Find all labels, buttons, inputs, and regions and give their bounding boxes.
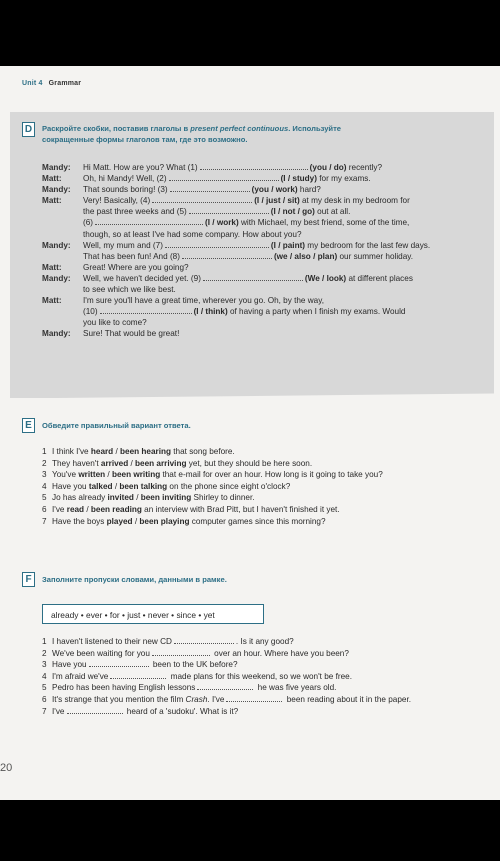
answer-blank[interactable]: [95, 217, 203, 225]
exercise-e-item: [42, 516, 482, 528]
speaker-name: [42, 229, 83, 240]
line-text: (6): [83, 218, 94, 228]
item-text: [52, 458, 312, 470]
option-two[interactable]: been arriving: [135, 458, 187, 468]
item-text-mid: . I've: [207, 694, 225, 704]
item-text-start: I haven't listened to their new CD: [52, 637, 172, 646]
exercise-e-item: [42, 481, 482, 493]
item-text: [52, 682, 336, 694]
item-text: [52, 446, 235, 458]
slash: /: [128, 458, 136, 468]
slash: /: [84, 504, 91, 514]
item-text-end: heard of a 'sudoku'. What is it?: [124, 706, 239, 716]
speaker-name: Matt:: [42, 174, 62, 184]
line-text: That sounds boring! (3): [83, 185, 168, 195]
dialogue-text: [83, 295, 472, 306]
slash: /: [133, 493, 141, 503]
dialogue-text: [83, 306, 472, 317]
option-two[interactable]: been writing: [111, 470, 161, 480]
item-number: 2: [42, 648, 47, 658]
answer-blank[interactable]: [182, 251, 272, 259]
film-title: Crash: [185, 694, 208, 704]
option-one[interactable]: heard: [90, 447, 114, 456]
line-text: Very! Basically, (4): [83, 196, 151, 206]
exercise-f-item: [42, 671, 482, 683]
answer-blank[interactable]: [169, 173, 279, 181]
verb-cue: (I / just / sit): [254, 196, 300, 206]
item-text-end: Shirley to dinner.: [191, 493, 255, 503]
line-text-end: at my desk in my bedroom for: [299, 196, 410, 206]
verb-cue: (I / study): [280, 174, 317, 184]
speaker-name: Mandy:: [42, 185, 71, 195]
line-text-end: my bedroom for the last few days.: [305, 240, 431, 250]
dialogue-line: [42, 206, 472, 217]
item-text-end: on the phone since eight o'clock?: [167, 481, 291, 491]
verb-cue: (I / paint): [270, 240, 306, 250]
exercise-d-letter: D: [22, 122, 35, 137]
speaker-name: [42, 251, 83, 262]
option-two[interactable]: been inviting: [140, 493, 192, 503]
item-text: [52, 469, 383, 481]
exercise-f-instruction: Заполните пропуски словами, данными в рамке.: [42, 575, 227, 584]
verb-cue: (I / not / go): [270, 207, 315, 217]
item-text-start: I've: [52, 706, 65, 716]
dialogue-line: [42, 195, 472, 206]
dialogue-line: [42, 284, 472, 295]
option-one[interactable]: arrived: [100, 458, 129, 468]
slash: /: [132, 516, 140, 526]
item-text-end: that e-mail for over an hour. How long is it going to take you?: [160, 470, 383, 480]
speaker-name: Matt:: [42, 196, 62, 206]
dialogue-text: [83, 206, 472, 217]
option-two[interactable]: been reading: [90, 504, 142, 514]
dialogue-text: [83, 251, 472, 262]
item-number: 3: [42, 660, 47, 670]
dialogue-text: [83, 262, 472, 273]
option-one[interactable]: played: [106, 516, 133, 526]
dialogue-text: [83, 162, 472, 173]
line-text: That has been fun! And (8): [83, 251, 180, 261]
line-text: I'm sure you'll have a great time, wherever you go. Oh, by the way,: [83, 296, 324, 306]
exercise-f-item: [42, 706, 482, 718]
option-one[interactable]: read: [66, 504, 85, 514]
speaker-name: Mandy:: [42, 329, 71, 339]
item-text-start: You've: [52, 470, 79, 480]
exercise-e-item: [42, 469, 482, 481]
speaker-name: [42, 206, 83, 217]
line-text-end: at different places: [346, 273, 413, 283]
dialogue-line: [42, 162, 472, 173]
line-text-end: of having a party when I finish my exams. Would: [227, 307, 406, 317]
item-text-end: an interview with Brad Pitt, but I haven't finished it yet.: [141, 504, 340, 514]
exercise-f-item: [42, 648, 482, 660]
dialogue-text: [83, 195, 472, 206]
item-number: 4: [42, 481, 47, 491]
exercise-e-letter: E: [22, 418, 35, 433]
item-number: 5: [42, 683, 47, 693]
dialogue-text: [83, 317, 472, 328]
line-text: Well, my mum and (7): [83, 240, 163, 250]
answer-blank[interactable]: [170, 184, 250, 192]
line-text: Well, we haven't decided yet. (9): [83, 273, 201, 283]
answer-blank[interactable]: [67, 706, 123, 714]
item-text: [52, 648, 349, 660]
item-number: 6: [42, 504, 47, 514]
item-text: [52, 492, 255, 504]
exercise-f-item: [42, 694, 482, 706]
section-label: Grammar: [48, 80, 82, 87]
item-text-start: Jo has already: [52, 493, 108, 503]
speaker-name: [42, 284, 83, 295]
item-text-start: I've: [52, 504, 67, 514]
item-text: [52, 671, 352, 683]
exercise-e-list: [42, 446, 482, 527]
verb-cue: (I / work): [205, 218, 239, 228]
item-text: [52, 706, 238, 718]
answer-blank[interactable]: [165, 240, 269, 248]
line-text: Sure! That would be great!: [83, 329, 180, 339]
slash: /: [113, 447, 121, 456]
item-text-start: Have you: [52, 660, 87, 670]
item-text-start: Pedro has been having English lessons: [52, 683, 196, 693]
speaker-name: [42, 317, 83, 328]
line-text: to see which we like best.: [83, 285, 176, 295]
line-text: Oh, hi Mandy! Well, (2): [83, 174, 167, 184]
item-number: 7: [42, 706, 47, 716]
item-text-start: We've been waiting for you: [52, 648, 150, 658]
dialogue-line: [42, 306, 472, 317]
dialogue-line: [42, 295, 472, 306]
item-text-start: Have you: [52, 481, 89, 491]
speaker-name: Matt:: [42, 262, 62, 272]
verb-cue: (We / look): [304, 273, 347, 283]
word-box: already • ever • for • just • never • since • yet: [42, 604, 264, 624]
exercise-f-list: [42, 636, 482, 717]
page-number: 20: [0, 762, 13, 774]
dialogue-text: [83, 184, 472, 195]
dialogue-text: [83, 240, 472, 251]
dialogue-line: [42, 251, 472, 262]
answer-blank[interactable]: [174, 636, 234, 644]
item-text: [52, 481, 290, 493]
speaker-name: Mandy:: [42, 273, 71, 283]
item-text-end: yet, but they should be here soon.: [186, 458, 313, 468]
speaker-name: Mandy:: [42, 240, 71, 250]
exercise-e-item: [42, 446, 482, 458]
line-text-end: with Michael, my best friend, some of the time,: [238, 218, 410, 228]
dialogue-line: [42, 328, 472, 339]
speaker-name: Matt:: [42, 296, 62, 306]
item-number: 2: [42, 458, 47, 468]
answer-blank[interactable]: [189, 206, 269, 214]
line-text: though, so at least I've had some company. How about you?: [83, 229, 302, 239]
answer-blank[interactable]: [152, 195, 252, 203]
item-number: 5: [42, 493, 47, 503]
line-text-end: recently?: [346, 163, 383, 172]
item-text-end: computer games since this morning?: [189, 516, 326, 526]
option-one[interactable]: written: [78, 470, 106, 480]
verb-cue: (I / think): [193, 307, 228, 317]
option-two[interactable]: been talking: [119, 481, 168, 491]
item-text: [52, 659, 238, 671]
item-text: [52, 504, 340, 516]
item-text-end: been to the UK before?: [150, 660, 238, 670]
item-text-start: Have the boys: [52, 516, 107, 526]
dialogue-text: [83, 328, 472, 339]
item-number: 6: [42, 694, 47, 704]
exercise-e-item: [42, 492, 482, 504]
verb-cue: (you / do): [309, 163, 347, 172]
item-text: [52, 636, 294, 648]
workbook-page: [0, 66, 500, 800]
speaker-name: [42, 306, 83, 317]
item-text-start: They haven't: [52, 458, 101, 468]
exercise-f-letter: F: [22, 572, 35, 587]
dialogue-text: [83, 284, 472, 295]
item-text-end: . Is it any good?: [235, 637, 294, 646]
dialogue-text: [83, 173, 472, 184]
line-text-end: hard?: [297, 185, 321, 195]
dialogue-text: [83, 229, 472, 240]
exercise-f-item: [42, 636, 482, 648]
item-text-start: It's strange that you mention the film: [52, 694, 186, 704]
answer-blank[interactable]: [110, 671, 166, 679]
line-text: Great! Where are you going?: [83, 262, 189, 272]
dialogue-text: [83, 273, 472, 284]
exercise-d-instruction: Раскройте скобки, поставив глаголы в present perfect continuous. Используйте сокращенные формы глаголов там, где это возможно.: [42, 124, 342, 144]
item-text-end: been reading about it in the paper.: [284, 694, 411, 704]
dialogue-line: [42, 217, 472, 228]
exercise-f-item: [42, 659, 482, 671]
exercise-e-item: [42, 458, 482, 470]
exercise-f-item: [42, 682, 482, 694]
dialogue-line: [42, 229, 472, 240]
exercise-e-item: [42, 504, 482, 516]
item-text-end: over an hour. Where have you been?: [211, 648, 349, 658]
item-text-end: made plans for this weekend, so we won't be free.: [168, 671, 352, 681]
unit-header: [22, 80, 81, 87]
item-number: 1: [42, 447, 47, 456]
answer-blank[interactable]: [100, 306, 192, 314]
line-text: (10): [83, 307, 98, 317]
dialogue-line: [42, 240, 472, 251]
answer-blank[interactable]: [203, 273, 303, 281]
dialogue: [42, 162, 472, 340]
item-text: [52, 516, 326, 528]
speaker-name: [42, 217, 83, 228]
verb-cue: (we / also / plan): [273, 251, 338, 261]
answer-blank[interactable]: [152, 648, 210, 656]
answer-blank[interactable]: [89, 659, 149, 667]
dialogue-text: [83, 217, 472, 228]
verb-cue: (you / work): [251, 185, 298, 195]
item-text: [52, 694, 411, 706]
line-text-end: our summer holiday.: [337, 251, 414, 261]
item-number: 3: [42, 470, 47, 480]
exercise-e-instruction: Обведите правильный вариант ответа.: [42, 421, 191, 430]
item-text-end: that song before.: [170, 447, 235, 456]
line-text: the past three weeks and (5): [83, 207, 187, 217]
option-two[interactable]: been playing: [139, 516, 190, 526]
speaker-name: Mandy:: [42, 163, 71, 172]
option-one[interactable]: invited: [107, 493, 134, 503]
item-number: 7: [42, 516, 47, 526]
line-text: Hi Matt. How are you? What (1): [83, 163, 198, 172]
option-one[interactable]: talked: [88, 481, 113, 491]
item-text-end: he was five years old.: [255, 683, 337, 693]
slash: /: [112, 481, 120, 491]
item-text-start: I'm afraid we've: [52, 671, 109, 681]
answer-blank[interactable]: [197, 682, 253, 690]
line-text-end: for my exams.: [316, 174, 371, 184]
slash: /: [105, 470, 112, 480]
dialogue-line: [42, 173, 472, 184]
answer-blank[interactable]: [200, 162, 308, 170]
dialogue-line: [42, 184, 472, 195]
dialogue-line: [42, 262, 472, 273]
dialogue-line: [42, 317, 472, 328]
line-text: you like to come?: [83, 318, 147, 328]
line-text-end: out at all.: [314, 207, 351, 217]
dialogue-line: [42, 273, 472, 284]
item-number: 1: [42, 637, 47, 646]
item-number: 4: [42, 671, 47, 681]
item-text-start: I think I've: [52, 447, 91, 456]
option-two[interactable]: been hearing: [120, 447, 171, 456]
answer-blank[interactable]: [226, 694, 282, 702]
unit-label: Unit 4: [22, 80, 43, 87]
